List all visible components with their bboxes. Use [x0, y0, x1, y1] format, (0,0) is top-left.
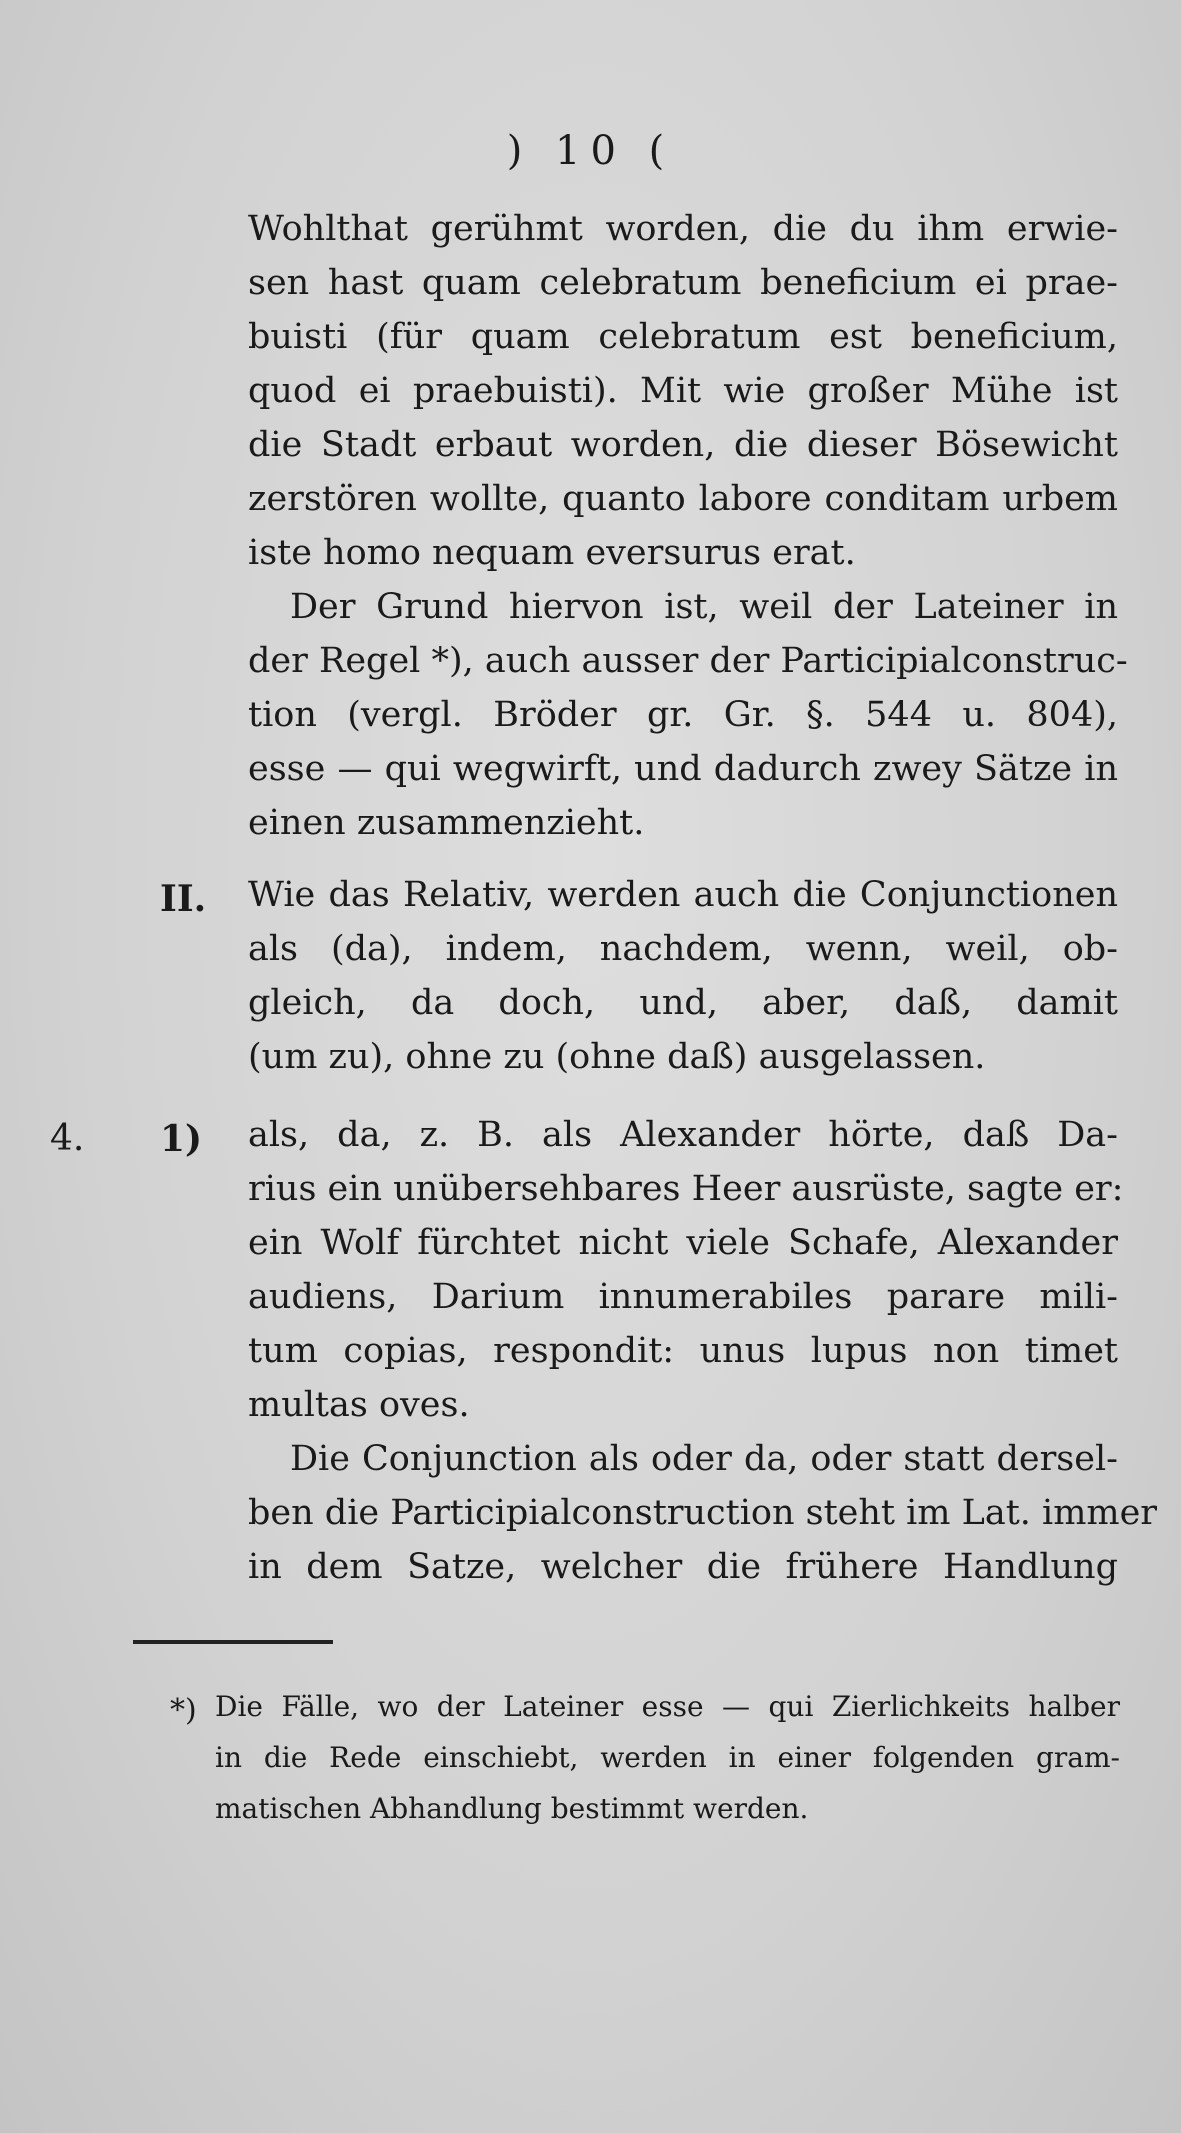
body-line: der Regel *), auch ausser der Participialconstruc-	[248, 641, 1128, 681]
item-line: ein Wolf fürchtet nicht viele Schafe, Alexander	[248, 1223, 1118, 1263]
body-line: einen zusammenzieht.	[248, 803, 645, 843]
section-line: als (da), indem, nachdem, wenn, weil, ob-	[248, 929, 1118, 969]
section-line: gleich, da doch, und, aber, daß, damit	[248, 983, 1118, 1023]
body-line: esse — qui wegwirft, und dadurch zwey Sätze in	[248, 749, 1118, 789]
margin-number: 4.	[50, 1118, 85, 1159]
body-line: quod ei praebuisti). Mit wie großer Mühe ist	[248, 371, 1118, 411]
page-number: ) 10 (	[506, 128, 675, 174]
item-marker: 1)	[160, 1118, 203, 1160]
body-line: Der Grund hiervon ist, weil der Lateiner in	[290, 587, 1118, 627]
item-line: rius ein unübersehbares Heer ausrüste, sagte er:	[248, 1169, 1124, 1209]
section-line: (um zu), ohne zu (ohne daß) ausgelassen.	[248, 1037, 986, 1077]
item-line: als, da, z. B. als Alexander hörte, daß Da-	[248, 1115, 1118, 1155]
footnote-line: Die Fälle, wo der Lateiner esse — qui Zierlichkeits halber	[215, 1690, 1120, 1723]
body-line: zerstören wollte, quanto labore conditam urbem	[248, 479, 1118, 519]
body-line: iste homo nequam eversurus erat.	[248, 533, 856, 573]
item-line: tum copias, respondit: unus lupus non timet	[248, 1331, 1118, 1371]
footnote-line: in die Rede einschiebt, werden in einer folgenden gram-	[215, 1741, 1120, 1774]
item-line: multas oves.	[248, 1385, 470, 1425]
body-line: sen hast quam celebratum beneficium ei prae-	[248, 263, 1118, 303]
body-line: Wohlthat gerühmt worden, die du ihm erwie-	[248, 209, 1118, 249]
footnote-mark: *)	[170, 1693, 197, 1728]
body-line: buisti (für quam celebratum est beneficium,	[248, 317, 1118, 357]
item-line: ben die Participialconstruction steht im Lat. immer	[248, 1493, 1158, 1533]
section-marker: II.	[160, 878, 207, 920]
item-line: in dem Satze, welcher die frühere Handlung	[248, 1547, 1118, 1587]
footnote-rule	[133, 1640, 333, 1644]
section-line: Wie das Relativ, werden auch die Conjunctionen	[248, 875, 1118, 915]
item-line: Die Conjunction als oder da, oder statt dersel-	[290, 1439, 1118, 1479]
footnote-line: matischen Abhandlung bestimmt werden.	[215, 1792, 809, 1825]
body-line: die Stadt erbaut worden, die dieser Bösewicht	[248, 425, 1118, 465]
item-line: audiens, Darium innumerabiles parare mili-	[248, 1277, 1118, 1317]
body-line: tion (vergl. Bröder gr. Gr. §. 544 u. 804),	[248, 695, 1118, 735]
